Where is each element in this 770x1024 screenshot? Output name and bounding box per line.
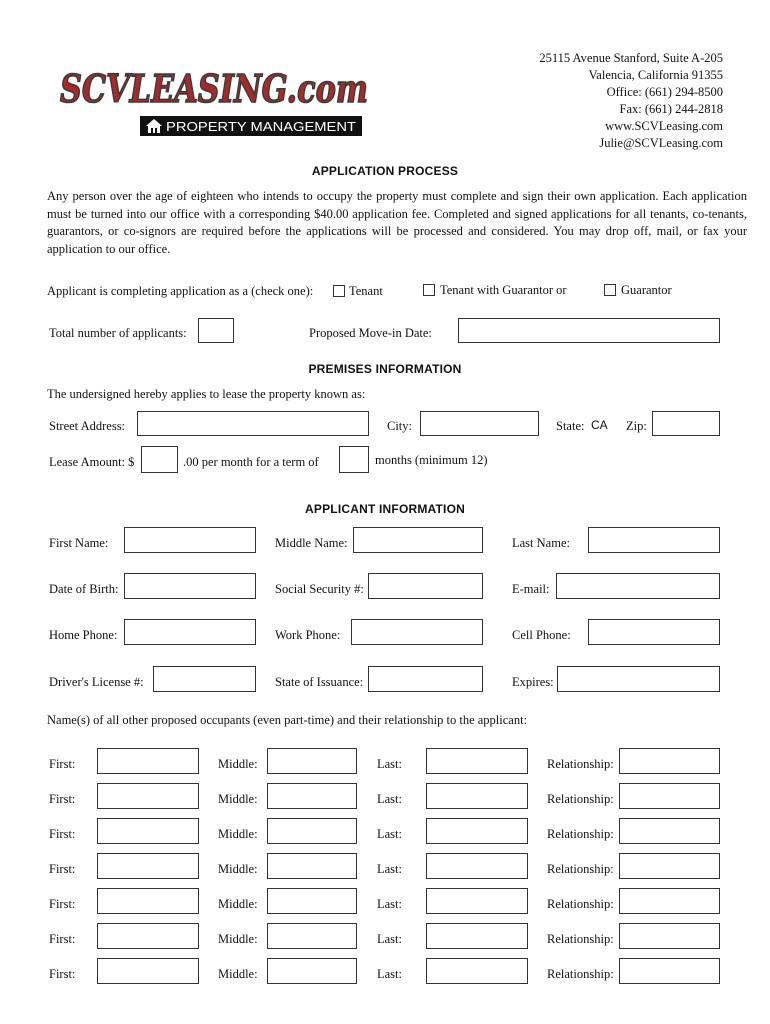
occupant-last-input[interactable] <box>426 783 528 809</box>
occupant-relationship-label: Relationship: <box>547 932 614 946</box>
lease-term-months-label: months (minimum 12) <box>375 453 488 467</box>
guarantor-checkbox[interactable] <box>604 284 616 296</box>
email-input[interactable] <box>556 573 720 599</box>
occupant-relationship-label: Relationship: <box>547 827 614 841</box>
occupant-last-input[interactable] <box>426 923 528 949</box>
total-applicants-input[interactable] <box>198 318 234 343</box>
occupant-middle-input[interactable] <box>267 783 357 809</box>
occupant-middle-label: Middle: <box>218 967 258 981</box>
occupant-last-label: Last: <box>377 862 402 876</box>
cell-phone-input[interactable] <box>588 619 720 645</box>
drivers-license-label: Driver's License #: <box>49 675 144 689</box>
cell-phone-label: Cell Phone: <box>512 628 571 642</box>
occupant-relationship-input[interactable] <box>619 748 720 774</box>
occupant-last-label: Last: <box>377 932 402 946</box>
first-name-input[interactable] <box>124 527 256 553</box>
tenant-with-guarantor-option-label: Tenant with Guarantor or <box>440 283 567 297</box>
occupant-middle-input[interactable] <box>267 818 357 844</box>
city-input[interactable] <box>420 411 539 436</box>
occupant-last-input[interactable] <box>426 748 528 774</box>
applicant-info-heading: APPLICANT INFORMATION <box>305 502 465 516</box>
occupant-first-input[interactable] <box>97 748 199 774</box>
occupant-middle-label: Middle: <box>218 757 258 771</box>
logo-brand-text: SCVLEASING.com <box>60 66 368 111</box>
occupant-relationship-input[interactable] <box>619 958 720 984</box>
expires-label: Expires: <box>512 675 554 689</box>
occupant-first-label: First: <box>49 862 76 876</box>
address-street: 25115 Avenue Stanford, Suite A-205 <box>539 51 723 65</box>
application-process-paragraph: Any person over the age of eighteen who intends to occupy the property must complete and sign their own application. Each application must be turned into our office with a corresponding $40.00 application fee. Completed and signed applications for all tenants, co-tenants, guarantors, or co-signors are required before the applications will be processed and considered. You may drop off, mail, or fax your application to our office. <box>47 189 747 256</box>
occupant-middle-label: Middle: <box>218 862 258 876</box>
occupant-first-input[interactable] <box>97 888 199 914</box>
occupant-first-input[interactable] <box>97 958 199 984</box>
occupant-middle-label: Middle: <box>218 827 258 841</box>
occupant-relationship-label: Relationship: <box>547 792 614 806</box>
work-phone-input[interactable] <box>351 619 483 645</box>
lease-amount-suffix: .00 per month for a term of <box>183 455 319 469</box>
occupant-middle-input[interactable] <box>267 923 357 949</box>
occupant-first-label: First: <box>49 792 76 806</box>
occupant-relationship-input[interactable] <box>619 818 720 844</box>
occupant-first-input[interactable] <box>97 923 199 949</box>
occupant-relationship-label: Relationship: <box>547 757 614 771</box>
occupant-relationship-label: Relationship: <box>547 897 614 911</box>
zip-label: Zip: <box>626 419 647 433</box>
occupant-relationship-input[interactable] <box>619 888 720 914</box>
social-security-input[interactable] <box>368 573 483 599</box>
date-of-birth-input[interactable] <box>124 573 256 599</box>
address-fax: Fax: (661) 244-2818 <box>619 102 723 116</box>
home-phone-input[interactable] <box>124 619 256 645</box>
address-email: Julie@SCVLeasing.com <box>599 136 723 150</box>
last-name-input[interactable] <box>588 527 720 553</box>
occupant-last-input[interactable] <box>426 958 528 984</box>
move-in-date-label: Proposed Move-in Date: <box>309 326 432 340</box>
occupant-first-label: First: <box>49 932 76 946</box>
premises-intro: The undersigned hereby applies to lease the property known as: <box>47 387 366 401</box>
state-of-issuance-label: State of Issuance: <box>275 675 364 689</box>
occupant-last-label: Last: <box>377 897 402 911</box>
state-value[interactable]: CA <box>591 418 608 432</box>
occupant-last-input[interactable] <box>426 818 528 844</box>
occupant-middle-input[interactable] <box>267 748 357 774</box>
street-address-label: Street Address: <box>49 419 126 433</box>
address-website: www.SCVLeasing.com <box>605 119 723 133</box>
occupant-last-input[interactable] <box>426 853 528 879</box>
occupant-first-label: First: <box>49 967 76 981</box>
occupant-first-input[interactable] <box>97 783 199 809</box>
address-office-phone: Office: (661) 294-8500 <box>606 85 723 99</box>
state-label: State: <box>556 419 585 433</box>
application-process-heading: APPLICATION PROCESS <box>311 164 459 178</box>
company-address <box>539 50 723 152</box>
guarantor-option-label: Guarantor <box>621 283 672 297</box>
middle-name-input[interactable] <box>353 527 483 553</box>
home-phone-label: Home Phone: <box>49 628 118 642</box>
premises-heading: PREMISES INFORMATION <box>308 362 462 376</box>
company-logo <box>58 52 378 142</box>
occupant-middle-label: Middle: <box>218 897 258 911</box>
occupant-middle-input[interactable] <box>267 853 357 879</box>
occupant-relationship-label: Relationship: <box>547 967 614 981</box>
state-of-issuance-input[interactable] <box>368 666 483 692</box>
first-name-label: First Name: <box>49 536 109 550</box>
zip-input[interactable] <box>652 411 720 436</box>
occupant-first-label: First: <box>49 897 76 911</box>
occupant-relationship-input[interactable] <box>619 853 720 879</box>
street-address-input[interactable] <box>137 411 369 436</box>
occupant-middle-input[interactable] <box>267 888 357 914</box>
occupant-middle-input[interactable] <box>267 958 357 984</box>
occupant-relationship-input[interactable] <box>619 783 720 809</box>
occupant-first-input[interactable] <box>97 818 199 844</box>
occupant-last-label: Last: <box>377 827 402 841</box>
logo-graphic <box>58 52 378 142</box>
drivers-license-input[interactable] <box>153 666 256 692</box>
lease-term-input[interactable] <box>339 446 369 473</box>
tenant-checkbox[interactable] <box>333 285 345 297</box>
tenant-option-label: Tenant <box>349 284 383 298</box>
occupant-first-input[interactable] <box>97 853 199 879</box>
last-name-label: Last Name: <box>512 536 570 550</box>
social-security-label: Social Security #: <box>275 582 364 596</box>
total-applicants-label: Total number of applicants: <box>49 326 187 340</box>
middle-name-label: Middle Name: <box>275 536 348 550</box>
occupant-last-input[interactable] <box>426 888 528 914</box>
tenant-with-guarantor-checkbox[interactable] <box>423 284 435 296</box>
occupant-last-label: Last: <box>377 757 402 771</box>
occupant-last-label: Last: <box>377 792 402 806</box>
lease-amount-input[interactable] <box>141 446 178 473</box>
work-phone-label: Work Phone: <box>275 628 341 642</box>
logo-tagline-text: PROPERTY MANAGEMENT <box>166 119 357 134</box>
occupant-middle-label: Middle: <box>218 792 258 806</box>
email-label: E-mail: <box>512 582 550 596</box>
applicant-type-prompt: Applicant is completing application as a (check one): <box>47 284 314 298</box>
occupant-middle-label: Middle: <box>218 932 258 946</box>
occupant-first-label: First: <box>49 757 76 771</box>
occupants-intro: Name(s) of all other proposed occupants (even part-time) and their relationship to the applicant: <box>47 713 528 727</box>
occupant-relationship-input[interactable] <box>619 923 720 949</box>
occupant-first-label: First: <box>49 827 76 841</box>
occupant-last-label: Last: <box>377 967 402 981</box>
city-label: City: <box>387 419 413 433</box>
occupant-relationship-label: Relationship: <box>547 862 614 876</box>
expires-input[interactable] <box>557 666 720 692</box>
lease-amount-label: Lease Amount: $ <box>49 455 135 469</box>
date-of-birth-label: Date of Birth: <box>49 582 119 596</box>
address-city: Valencia, California 91355 <box>588 68 723 82</box>
move-in-date-input[interactable] <box>458 318 720 343</box>
